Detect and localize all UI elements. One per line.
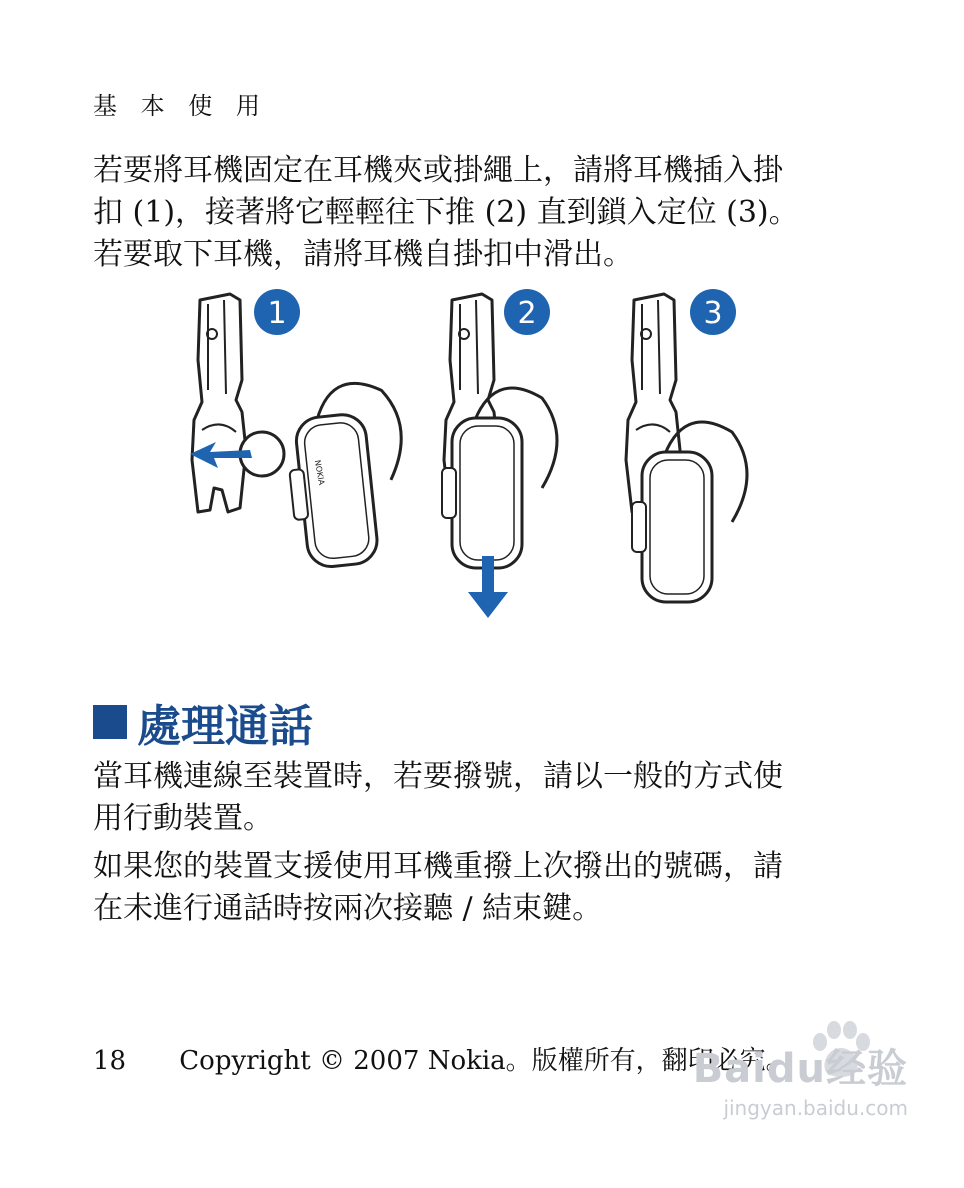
svg-text:3: 3 xyxy=(703,296,723,331)
redial-paragraph xyxy=(93,846,853,930)
page-number: 18 xyxy=(93,1046,127,1076)
step-number-1 xyxy=(254,289,300,335)
intro-line: 若要取下耳機，請將耳機自掛扣中滑出。 xyxy=(93,237,633,272)
watermark xyxy=(693,1037,908,1120)
watermark-url: jingyan.baidu.com xyxy=(723,1096,908,1120)
paragraph-line: 在未進行通話時按兩次接聽 / 結束鍵。 xyxy=(93,891,603,926)
svg-text:2: 2 xyxy=(517,296,537,331)
page-footer xyxy=(93,1040,792,1077)
intro-line: 扣 (1)，接著將它輕輕往下推 (2) 直到鎖入定位 (3)。 xyxy=(93,195,799,230)
step-number-2 xyxy=(504,289,550,335)
step-1-drawing xyxy=(190,294,414,570)
step-number-3 xyxy=(690,289,736,335)
call-handling-paragraph xyxy=(93,756,853,840)
section-heading-text: 處理通話 xyxy=(137,701,313,752)
intro-paragraph xyxy=(93,150,853,276)
running-header: 基 本 使 用 xyxy=(93,92,268,120)
paragraph-line: 如果您的裝置支援使用耳機重撥上次撥出的號碼，請 xyxy=(93,849,783,884)
paragraph-line: 當耳機連線至裝置時，若要撥號，請以一般的方式使 xyxy=(93,759,783,794)
square-bullet-icon xyxy=(93,705,127,739)
step-2-drawing xyxy=(442,294,557,618)
intro-line: 若要將耳機固定在耳機夾或掛繩上，請將耳機插入掛 xyxy=(93,153,783,188)
section-heading xyxy=(93,690,313,754)
clip-steps-svg xyxy=(170,282,770,622)
paragraph-line: 用行動裝置。 xyxy=(93,801,273,836)
brand-text: NOKIA xyxy=(312,459,327,486)
headset-clip-illustration xyxy=(170,282,770,626)
step-3-drawing xyxy=(626,294,747,602)
watermark-logo: Baidu经验 xyxy=(692,1046,908,1092)
svg-text:1: 1 xyxy=(267,296,287,331)
copyright-text: Copyright © 2007 Nokia。版權所有，翻印必究。 xyxy=(179,1046,792,1076)
